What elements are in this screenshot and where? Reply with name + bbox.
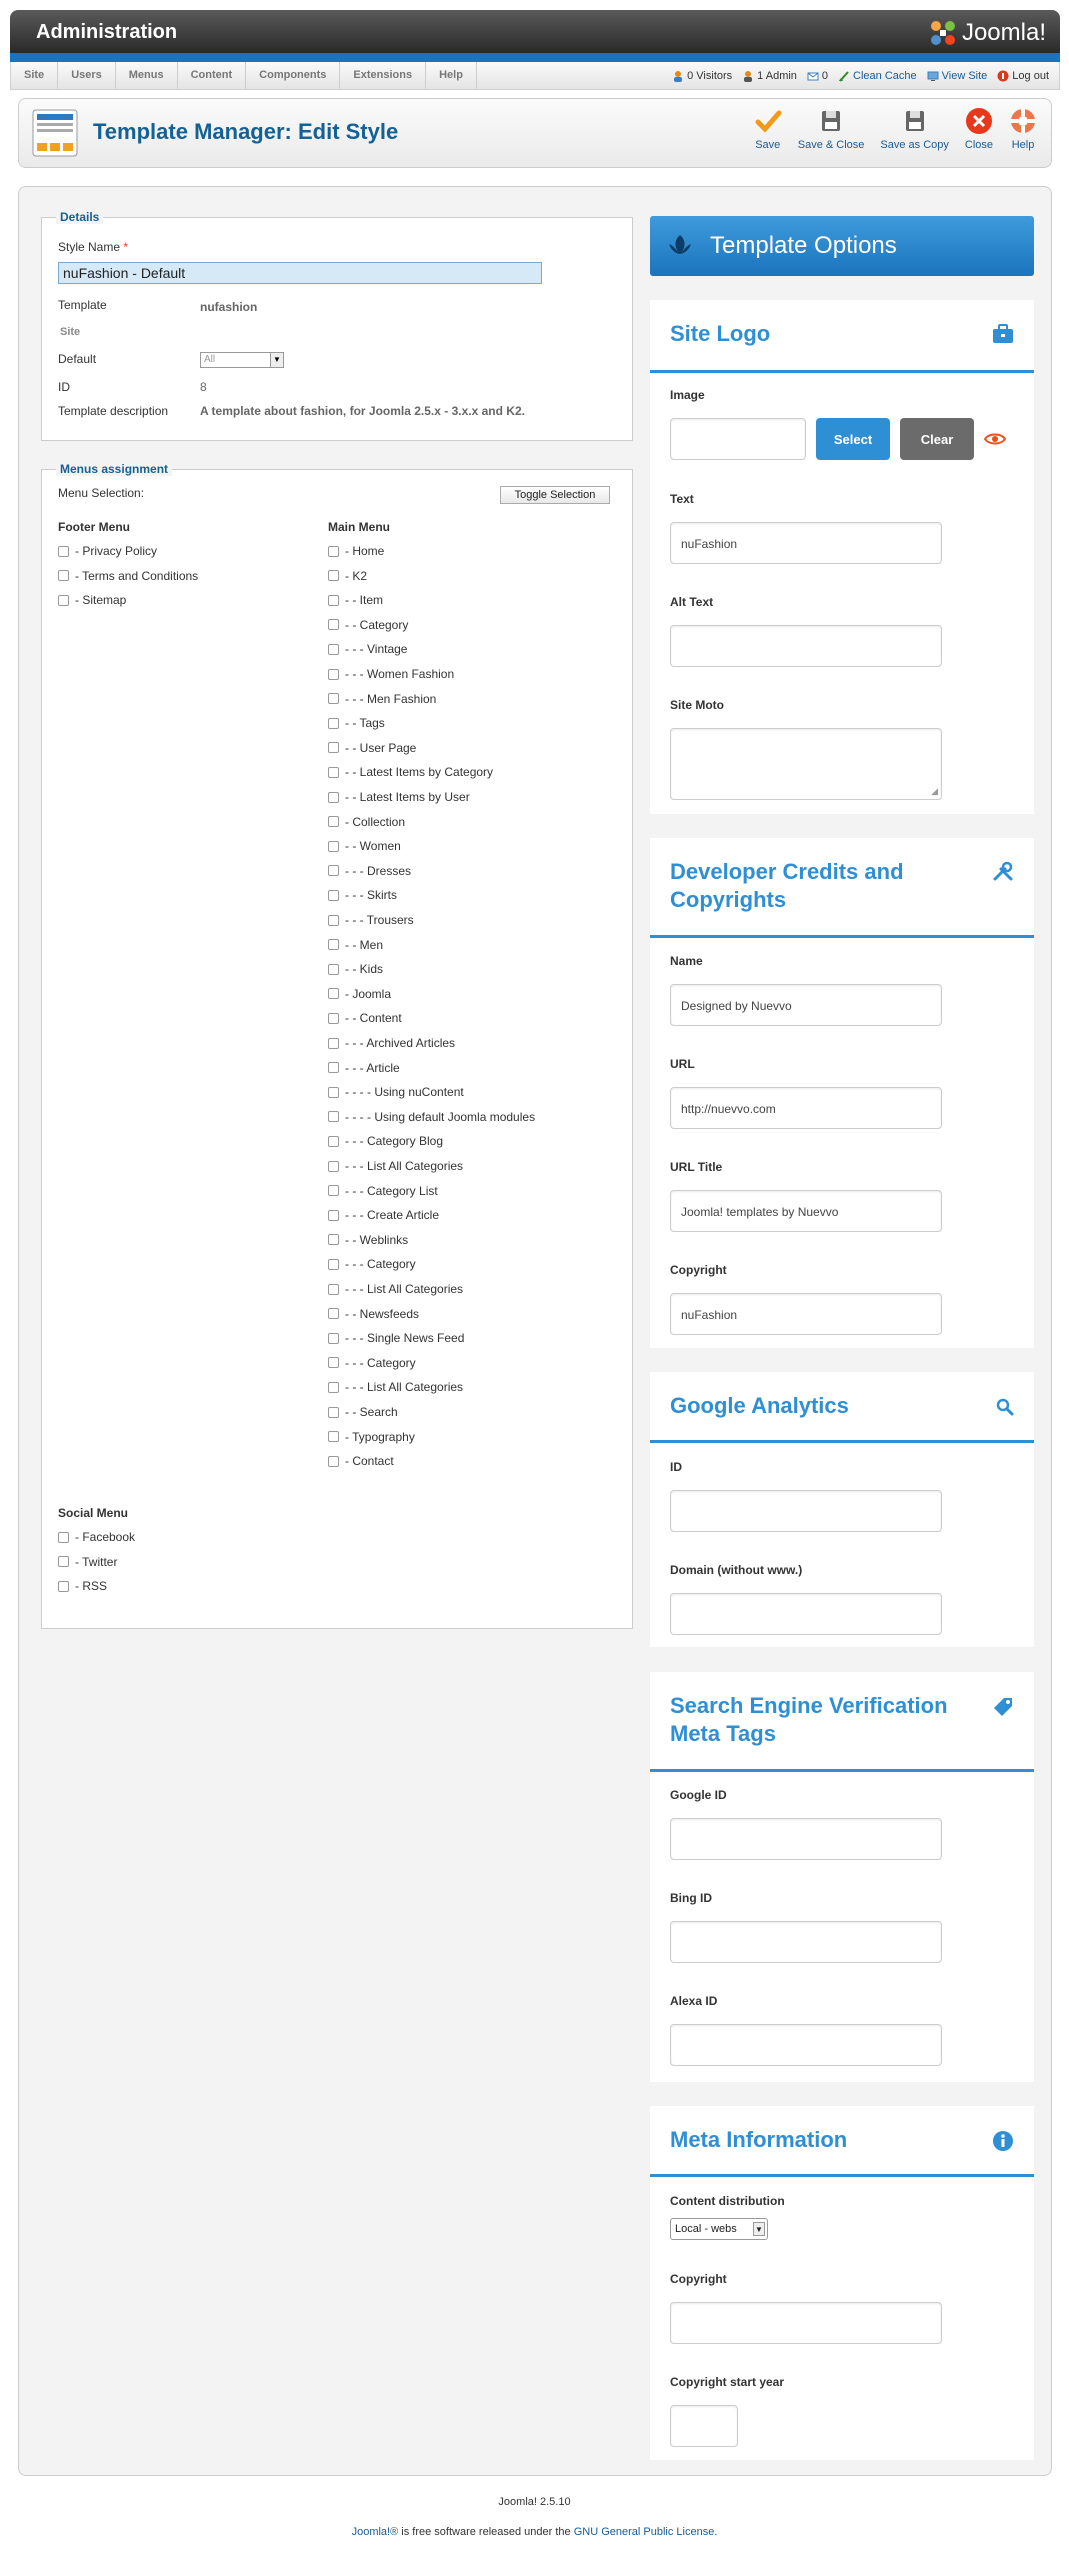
messages-count: 0 [821,69,829,82]
close-icon [965,107,993,135]
main-menu-item [328,1061,400,1075]
monitor-icon [927,70,939,82]
site-moto-label: Site Moto [670,698,724,712]
main-menu-item-label: - Home [345,544,385,558]
main-menu-item-label: - - User Page [345,740,417,755]
search-icon [996,1398,1014,1416]
url-title-input[interactable]: Joomla! templates by Nuevvo [670,1190,942,1232]
page-title: Template Manager: Edit Style [93,119,399,144]
meta-card [650,2106,1034,2460]
tools-icon [992,860,1014,882]
alt-text-label: Alt Text [670,595,714,609]
site-moto-textarea[interactable] [670,728,942,800]
main-menu-item-label: - - - List All Categories [345,1380,464,1395]
main-menu-item-label: - - - Archived Articles [345,1036,456,1050]
description-label: Template description [58,404,169,418]
default-label: Default [58,352,97,366]
main-menu-item [328,1307,419,1321]
main-menu-item [328,938,383,952]
eye-icon[interactable] [984,432,1006,446]
main-menu-item [328,1356,416,1370]
start-year-input[interactable] [670,2405,738,2447]
main-menu-checkbox[interactable] [328,1210,339,1221]
footer-menu-item [58,593,126,607]
main-menu-item-label: - - Weblinks [345,1232,409,1247]
distribution-value: Local - webs [675,2223,737,2235]
main-menu-item-label: - - - Trousers [345,913,414,927]
alexa-id-label: Alexa ID [670,1994,718,2008]
menu-extensions[interactable]: Extensions [340,62,426,89]
main-menu-item-label: - - - Category Blog [345,1134,444,1149]
main-menu-item [328,716,385,730]
save-close-button[interactable] [798,107,865,151]
text-input[interactable]: nuFashion [670,522,942,564]
main-menu-checkbox[interactable] [328,619,339,630]
meta-title: Meta Information [670,2127,848,2152]
main-menu-checkbox[interactable] [328,865,339,876]
main-menu-item-label: - - - List All Categories [345,1282,464,1296]
menu-site[interactable]: Site [11,62,58,89]
main-menu-checkbox[interactable] [328,792,339,803]
main-menu-item-label: - - - Single News Feed [345,1331,465,1346]
info-icon [992,2130,1014,2152]
select-button[interactable]: Select [816,418,890,460]
admin-menubar [10,62,1060,90]
view-site-label[interactable]: View Site [941,69,988,82]
main-menu-item-label: - - - - Using nuContent [345,1085,464,1100]
main-menu-item [328,642,407,656]
menu-menus[interactable]: Menus [116,62,178,89]
main-menu-item-label: - - - Category [345,1355,416,1370]
start-year-label: Copyright start year [670,2375,785,2389]
menu-selection-label: Menu Selection: [58,486,145,500]
main-menu-checkbox[interactable] [328,546,339,557]
lifebuoy-icon [1009,107,1037,135]
footer-menu-item [58,569,198,583]
joomla-logo[interactable] [928,18,1046,48]
main-menu-title: Main Menu [328,520,390,534]
main-menu-item-label: - - Women [345,839,401,854]
admin-count: 1 Admin [757,69,797,82]
main-menu-item [328,1110,535,1124]
main-menu-item [328,888,397,902]
main-menu-item [328,692,436,706]
main-menu-checkbox[interactable] [328,1038,339,1049]
save-button[interactable] [754,107,782,151]
visitors-count: 0 Visitors [687,69,733,82]
main-menu-item [328,1233,408,1247]
resize-handle-icon[interactable]: ◢ [931,786,938,796]
save-close-label: Save & Close [797,139,865,151]
briefcase-icon [992,324,1014,344]
main-menu-item [328,1085,464,1099]
main-menu-item [328,569,367,583]
menu-users[interactable]: Users [58,62,116,89]
main-menu-checkbox[interactable] [328,1062,339,1073]
social-menu-item [58,1555,117,1569]
id-value: 8 [200,380,207,394]
seo-card [650,1672,1034,2082]
main-menu-item-label: - - Kids [345,962,384,977]
main-menu-item [328,839,401,853]
site-logo-rule [650,370,1034,373]
main-menu-checkbox[interactable] [328,570,339,581]
license-footer [0,2526,1069,2538]
social-menu-checkbox[interactable] [58,1581,69,1592]
footer-menu-checkbox[interactable] [58,570,69,581]
main-menu-item-label: - - Newsfeeds [345,1306,420,1321]
meta-copyright-input[interactable] [670,2302,942,2344]
main-menu-item [328,1380,463,1394]
tag-icon [990,1694,1014,1718]
social-menu-item-label: - Facebook [75,1530,136,1544]
meta-rule [650,2174,1034,2177]
main-menu-item [328,1405,398,1419]
main-menu-item-label: - - Content [345,1011,402,1026]
copyright-label: Copyright [670,1263,727,1277]
name-input[interactable]: Designed by Nuevvo [670,984,942,1026]
save-as-copy-button[interactable] [880,107,948,151]
main-menu-checkbox[interactable] [328,1357,339,1368]
template-options-header [650,216,1034,276]
footer-menu-checkbox[interactable] [58,595,69,606]
meta-copyright-label: Copyright [670,2272,727,2286]
google-id-input[interactable] [670,1818,942,1860]
distribution-label: Content distribution [670,2194,785,2208]
social-menu-item-label: - Twitter [75,1554,118,1569]
main-menu-checkbox[interactable] [328,939,339,950]
description-value: A template about fashion, for Joomla 2.5.x - 3.x.x and K2. [200,404,525,418]
main-menu-checkbox[interactable] [328,1087,339,1098]
main-menu-item-label: - Collection [345,814,406,829]
url-label: URL [670,1057,695,1071]
google-id-label: Google ID [670,1788,727,1802]
credits-card [650,838,1034,1348]
menus-assignment-fieldset [41,462,633,1629]
url-input[interactable]: http://nuevvo.com [670,1087,942,1129]
analytics-card [650,1372,1034,1647]
joomla-logo-icon [928,18,958,48]
main-menu-item [328,1011,402,1025]
details-legend: Details [56,210,103,224]
id-label: ID [58,380,70,394]
main-menu-checkbox[interactable] [328,1234,339,1245]
main-menu-checkbox[interactable] [328,1284,339,1295]
clear-button[interactable]: Clear [900,418,974,460]
main-menu-item-label: - K2 [345,568,368,583]
toolbar [18,98,1052,168]
main-menu-item-label: - - - Women Fashion [345,667,455,681]
main-menu-checkbox[interactable] [328,644,339,655]
copyright-input[interactable]: nuFashion [670,1293,942,1335]
chevron-down-icon: ▼ [270,353,283,367]
help-label: Help [1011,139,1035,151]
main-menu-item [328,1159,463,1173]
main-menu-checkbox[interactable] [328,669,339,680]
footer-menu-item-label: - Privacy Policy [75,544,158,558]
menu-content[interactable]: Content [178,62,247,89]
template-options-title: Template Options [710,232,897,259]
main-menu-item [328,1257,416,1271]
domain-label: Domain (without www.) [670,1563,803,1577]
main-menu-item-label: - Typography [345,1429,415,1444]
main-menu-checkbox[interactable] [328,1431,339,1442]
footer-menu-item [58,544,157,558]
text-label: Text [670,492,694,506]
main-menu-item [328,1454,394,1468]
admin-title: Administration [36,21,178,43]
domain-input[interactable] [670,1593,942,1635]
style-name-input[interactable]: nuFashion - Default [58,262,542,284]
main-menu-item [328,1331,464,1345]
visitors-status [672,70,732,82]
clean-cache-label[interactable]: Clean Cache [853,69,917,82]
main-menu-item-label: - - Item [345,593,383,608]
style-name-label: Style Name * [58,240,129,254]
main-menu-item [328,618,408,632]
main-menu-checkbox[interactable] [328,1333,339,1344]
messages-status[interactable] [807,70,828,82]
analytics-rule [650,1440,1034,1443]
main-menu-item [328,1282,463,1296]
social-menu-item [58,1579,107,1593]
logout-link[interactable] [997,70,1049,82]
main-menu-checkbox[interactable] [328,1136,339,1147]
social-menu-item-label: - RSS [75,1579,108,1594]
version-footer: Joomla! 2.5.10 [498,2496,571,2508]
main-menu-item-label: - Joomla [345,986,392,1001]
main-menu-item [328,790,470,804]
clean-cache-link[interactable] [838,70,917,82]
main-menu-checkbox[interactable] [328,767,339,778]
status-bar [662,62,1049,89]
main-menu-item [328,667,454,681]
main-menu-checkbox[interactable] [328,718,339,729]
main-menu-checkbox[interactable] [328,1161,339,1172]
details-fieldset [41,210,633,441]
main-menu-item-label: - - Men [345,937,384,952]
logout-label[interactable]: Log out [1012,69,1049,82]
joomla-link[interactable]: Joomla!® [351,2526,399,2538]
template-manager-icon [32,109,78,157]
gpl-link[interactable]: GNU General Public License. [573,2526,718,2538]
help-button[interactable] [1009,107,1037,151]
social-menu-title: Social Menu [58,1506,129,1520]
social-menu-checkbox[interactable] [58,1532,69,1543]
main-menu-item [328,1036,455,1050]
main-menu-item-label: - - - Category [345,1257,416,1272]
main-menu-item [328,1134,443,1148]
default-select-value: All [204,354,216,365]
main-menu-item-label: - - Category [345,617,409,632]
main-menu-item-label: - Contact [345,1454,394,1469]
social-menu-item [58,1530,135,1544]
visitors-icon [672,70,684,82]
site-logo-title: Site Logo [670,321,771,346]
seo-rule [650,1769,1034,1772]
image-label: Image [670,388,705,402]
social-menu-checkbox[interactable] [58,1556,69,1567]
menu-help[interactable]: Help [426,62,477,89]
broom-icon [838,70,850,82]
close-label: Close [964,139,993,151]
image-input[interactable] [670,418,806,460]
main-menu-item [328,593,383,607]
main-menu-item [328,815,405,829]
messages-icon [807,70,819,82]
main-menu-checkbox[interactable] [328,595,339,606]
seo-title: Search Engine Verification Meta Tags [670,1693,948,1746]
menu-components[interactable]: Components [246,62,340,89]
close-button[interactable] [965,107,993,151]
main-menu-item [328,962,383,976]
distribution-select[interactable] [670,2218,768,2240]
main-menu-item-label: - - - Category List [345,1183,438,1198]
footer-menu-item-label: - Sitemap [75,593,127,608]
main-menu-checkbox[interactable] [328,915,339,926]
analytics-id-label: ID [670,1460,682,1474]
main-menu-item-label: - - - Article [345,1060,400,1075]
main-menu-item [328,913,414,927]
main-menu-item-label: - - - Men Fashion [345,691,437,706]
toggle-selection-button[interactable]: Toggle Selection [500,486,610,504]
bing-id-label: Bing ID [670,1891,712,1905]
alexa-id-input[interactable] [670,2024,942,2066]
leaf-icon [666,232,694,260]
main-menu-checkbox[interactable] [328,890,339,901]
main-menu-item [328,1208,439,1222]
bing-id-input[interactable] [670,1921,942,1963]
logout-icon [997,70,1009,82]
main-menu-item [328,544,384,558]
main-menu-item-label: - - - Vintage [345,642,408,657]
main-menu-item-label: - - Latest Items by User [345,790,470,804]
main-menu-item-label: - - - List All Categories [345,1159,464,1173]
main-menu-checkbox[interactable] [328,988,339,999]
main-menu-checkbox[interactable] [328,1013,339,1024]
admin-header [10,10,1060,62]
main-menu-item [328,765,493,779]
main-menu-item-label: - - - Skirts [345,888,397,903]
toolbar-buttons [746,107,1045,151]
analytics-title: Google Analytics [670,1393,849,1418]
main-menu-checkbox[interactable] [328,1456,339,1467]
main-menu-item-label: - - Search [345,1405,398,1419]
alt-text-input[interactable] [670,625,942,667]
checkmark-icon [754,107,782,135]
template-value: nufashion [200,300,258,314]
admins-icon [742,70,754,82]
footer-menu-title: Footer Menu [58,520,130,534]
main-menu-item [328,1184,438,1198]
main-menu-checkbox[interactable] [328,964,339,975]
main-menu-item [328,741,416,755]
main-menu-checkbox[interactable] [328,1259,339,1270]
save-as-copy-label: Save as Copy [880,139,949,151]
main-menu-checkbox[interactable] [328,1308,339,1319]
main-menu-item-label: - - Latest Items by Category [345,765,494,780]
site-label: Site [60,326,81,338]
credits-title: Developer Credits and Copyrights [670,859,904,912]
main-menu-item [328,864,411,878]
main-menu-item-label: - - Tags [345,716,385,731]
main-menu-checkbox[interactable] [328,742,339,753]
joomla-wordmark: Joomla! [961,19,1046,46]
view-site-link[interactable] [927,70,988,82]
floppy-icon [817,107,845,135]
admin-status [742,70,797,82]
main-menu-item-label: - - - - Using default Joomla modules [345,1109,536,1124]
template-label: Template [58,298,107,312]
floppy-copy-icon [901,107,929,135]
main-menu-checkbox[interactable] [328,693,339,704]
main-menu-item-label: - - - Create Article [345,1208,440,1223]
header-blue-strip [10,53,1060,62]
name-label: Name [670,954,703,968]
main-menu-item-label: - - - Dresses [345,863,411,878]
url-title-label: URL Title [670,1160,723,1174]
site-logo-card [650,300,1034,814]
chevron-down-icon: ▼ [753,2222,765,2236]
main-menu-checkbox[interactable] [328,1111,339,1122]
license-text: is free software released under the [401,2526,571,2538]
footer-menu-item-label: - Terms and Conditions [75,568,199,583]
credits-rule [650,935,1034,938]
save-label: Save [755,139,781,151]
main-menu-checkbox[interactable] [328,841,339,852]
main-menu-item [328,987,391,1001]
analytics-id-input[interactable] [670,1490,942,1532]
main-menu-checkbox[interactable] [328,1407,339,1418]
main-menu-checkbox[interactable] [328,1382,339,1393]
footer-menu-checkbox[interactable] [58,546,69,557]
main-menu-checkbox[interactable] [328,1185,339,1196]
main-menu-item [328,1430,415,1444]
main-menu-checkbox[interactable] [328,816,339,827]
menus-legend: Menus assignment [56,462,172,476]
default-select[interactable] [200,352,284,368]
